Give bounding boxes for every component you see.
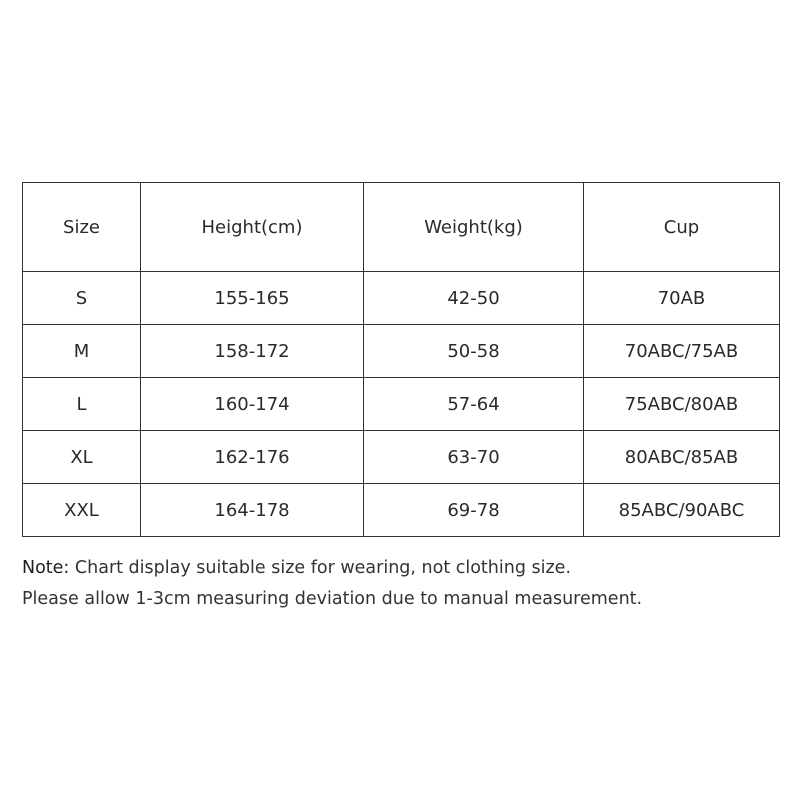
header-cup: Cup [584,183,780,272]
note-label: Note: [22,558,70,578]
cell-cup: 70AB [584,272,780,325]
table-row [23,272,780,325]
cell-cup: 75ABC/80AB [584,378,780,431]
table-row [23,378,780,431]
cell-height: 162-176 [141,431,364,484]
cell-size: L [23,378,141,431]
header-height: Height(cm) [141,183,364,272]
note-line-2: Please allow 1-3cm measuring deviation due to manual measurement. [22,589,643,609]
cell-size: M [23,325,141,378]
cell-height: 155-165 [141,272,364,325]
cell-size: XL [23,431,141,484]
note-text-1: Chart display suitable size for wearing, not clothing size. [74,558,572,578]
cell-cup: 85ABC/90ABC [584,484,780,537]
cell-weight: 63-70 [364,431,584,484]
cell-weight: 50-58 [364,325,584,378]
size-chart-table [22,182,780,537]
note-line-1 [22,553,782,584]
cell-cup: 80ABC/85AB [584,431,780,484]
cell-height: 164-178 [141,484,364,537]
table-row [23,484,780,537]
cell-size: S [23,272,141,325]
notes-section [22,553,782,615]
cell-weight: 57-64 [364,378,584,431]
cell-cup: 70ABC/75AB [584,325,780,378]
cell-height: 160-174 [141,378,364,431]
header-size: Size [23,183,141,272]
cell-weight: 42-50 [364,272,584,325]
cell-height: 158-172 [141,325,364,378]
table-row [23,431,780,484]
cell-weight: 69-78 [364,484,584,537]
cell-size: XXL [23,484,141,537]
table-row [23,325,780,378]
table-header-row [23,183,780,272]
header-weight: Weight(kg) [364,183,584,272]
